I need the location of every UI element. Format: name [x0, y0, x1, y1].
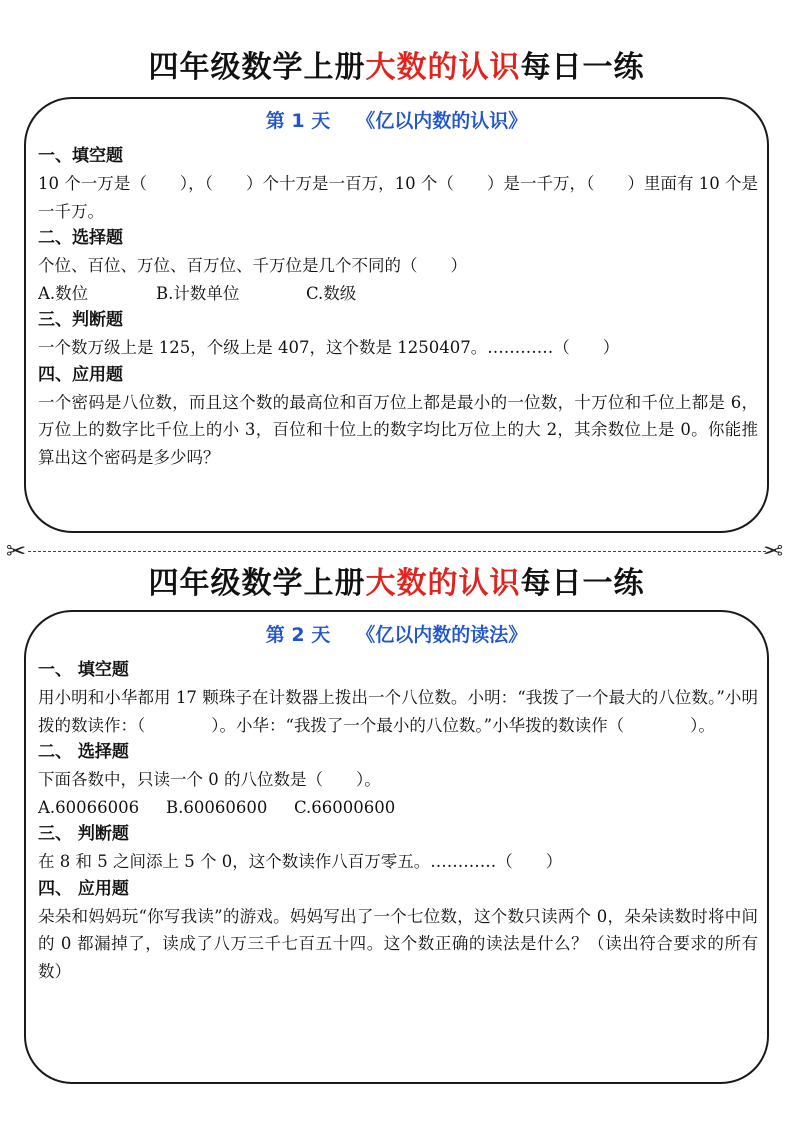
- day2-apply-question: 朵朵和妈妈玩“你写我读”的游戏。妈妈写出了一个七位数，这个数只读两个 0，朵朵读数时将中间的 0 都漏掉了，读成了八万三千七百五十四。这个数正确的读法是什么？（读出符合要求的所有数）: [38, 906, 758, 981]
- day1-judge-question: 一个数万级上是 125，个级上是 407，这个数是 1250407。…………（ ）: [38, 338, 620, 357]
- title-highlight: 大数的认识: [365, 566, 521, 601]
- day1-content: [38, 143, 758, 471]
- day1-choice-options: [38, 280, 758, 308]
- day1-judge-heading: 三、判断题: [38, 310, 123, 330]
- day2-choice-question: 下面各数中，只读一个 0 的八位数是（ ）。: [38, 770, 381, 789]
- option-c: C.数级: [306, 283, 357, 303]
- scissors-left-icon: ✂: [6, 537, 27, 565]
- day1-choice-question: 个位、百位、万位、百万位、千万位是几个不同的（ ）: [38, 256, 467, 275]
- day1-fill-heading: 一、填空题: [38, 146, 123, 166]
- day2-header: [0, 622, 793, 648]
- worksheet-title-day1: [0, 48, 793, 88]
- option-b: B.60060600: [166, 797, 268, 817]
- day2-choice-options: [38, 794, 758, 822]
- day2-content: [38, 657, 758, 985]
- day1-label: 第 1 天: [265, 110, 331, 132]
- day2-topic: 《亿以内数的读法》: [356, 624, 528, 646]
- option-c: C.66000600: [294, 797, 396, 817]
- day1-fill-question: 10 个一万是（ ），（ ）个十万是一百万，10 个（ ）是一千万，（ ）里面有 10 个是一千万。: [38, 174, 758, 221]
- title-prefix: 四年级数学上册: [148, 50, 366, 85]
- day1-topic: 《亿以内数的认识》: [356, 110, 528, 132]
- day2-judge-heading: 三、 判断题: [38, 824, 129, 844]
- title-suffix: 每日一练: [520, 566, 645, 601]
- day2-apply-heading: 四、 应用题: [38, 878, 129, 899]
- day2-fill-question: 用小明和小华都用 17 颗珠子在计数器上拨出一个八位数。小明：“我拨了一个最大的八位数。”小明拨的数读作：（ ）。小华：“我拨了一个最小的八位数。”小华拨的数读作（ ）。: [38, 688, 758, 735]
- day2-choice-heading: 二、 选择题: [38, 742, 129, 762]
- day2-judge-question: 在 8 和 5 之间添上 5 个 0，这个数读作八百万零五。…………（ ）: [38, 852, 563, 871]
- title-suffix: 每日一练: [520, 50, 645, 85]
- day1-apply-heading: 四、应用题: [38, 364, 123, 385]
- day1-apply-question: 一个密码是八位数，而且这个数的最高位和百万位上都是最小的一位数，十万位和千位上都是 6，万位上的数字比千位上的小 3，百位和十位上的数字均比万位上的大 2，其余数位上是 0。你能推算出这个密码是多少吗？: [38, 392, 758, 467]
- cut-line: [28, 551, 766, 552]
- option-a: A.数位: [38, 283, 89, 303]
- day1-choice-heading: 二、选择题: [38, 228, 123, 248]
- day2-fill-heading: 一、 填空题: [38, 660, 129, 680]
- day1-header: [0, 108, 793, 134]
- worksheet-title-day2: [0, 564, 793, 604]
- option-b: B.计数单位: [156, 283, 240, 303]
- title-prefix: 四年级数学上册: [148, 566, 366, 601]
- option-a: A.60066006: [38, 797, 140, 817]
- scissors-right-icon: ✂: [763, 537, 784, 565]
- day2-label: 第 2 天: [265, 624, 331, 646]
- title-highlight: 大数的认识: [365, 50, 521, 85]
